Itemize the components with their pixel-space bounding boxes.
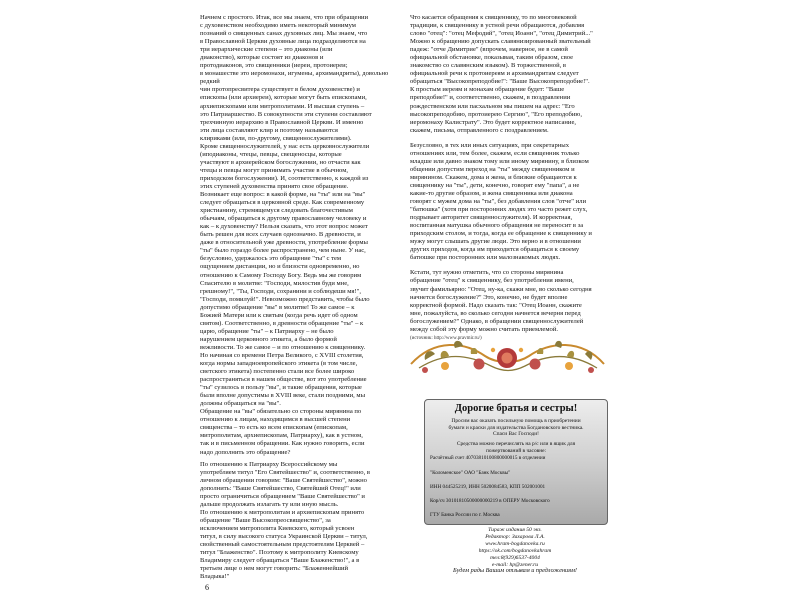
email-link[interactable]: e-mail: hp@zener.ru: [491, 561, 539, 568]
closing-text: Будем рады Вашим отзывам и предложениям!: [453, 567, 577, 575]
imprint-footer: [420, 527, 610, 575]
article-paragraph: Что касается обращения к священнику, то по многовековой традиции, к священнику в устной речи обращаются, добавляя слово "отец": "отец Мефодий", "отец Иоанн", "отец Димитрий..." Можно к обращению допускать славянизированный звательный падеж: "отче Димитрие" (впрочем, наверное, не в самой официальной обстановке, показывая, таким образом, свое знакомство со славянским языком). В торжественной, в официальной речи к протоиереям и архимандритам следует обращаться "Высокопреподобие!": "Ваше Высокопреподобие!". К простым иереям и монахам обращение будет: "Ваше преподобие!" и, соответственно, скажем, в поздравлении рождественском или пасхальном мы пишем на адрес: "Его высокопреподобию, протоиерею Сергию", "Его преподобию, иеромонаху Калистрату". Это будет корректное написание, скажем, письма, отправленного с поздравлением.: [410, 14, 593, 134]
floral-ornament-divider: [405, 330, 610, 382]
page-number: 6: [205, 583, 209, 592]
bank-office-line: ГТУ Банка России по г. Москва: [430, 512, 500, 518]
bank-account-line: Расчётный счет 40703810100800000015 в отделении: [430, 455, 546, 461]
left-text-column: [200, 14, 390, 581]
donation-intro-text: Просим вас оказать посильную помощь в приобретении бумаги и краски для издательства Богдановского вестника. Спаси Вас Господи!: [448, 418, 584, 438]
article-paragraph: Начнем с простого. Итак, все мы знаем, что при обращении с духовенством необходимо иметь некоторый минимум познаний о священных санах духовных лиц. Мы знаем, что в Православной Церкви духовные лица подразделяются на три иерархические степени – это диаконы (или диаконство), которые состоят из диаконов и протодиаконов, это священники (иереи, протоиереи; в монашестве это иеромонахи, игумены, архимандриты), довольно редкий чин протопресвитера существует в белом духовенстве) и епископы (или архиереи), которые могут быть епископами, архиепископами или митрополитами. И высшая ступень – это Патриаршество. В совокупности эти ступени составляют трехчинную иерархию в Православной Церкви. И именно эти лица составляют клир и поэтому называются клириками (или, по-другому, священнослужителями). Кроме священнослужителей, у нас есть церковнослужители (иподиаконы, чтецы, певцы, свещеносцы, которые участвуют в архиерейском богослужении, но отчасти как чтецы и певцы могут принимать участие в обычном, приходском богослужении). И, соответственно, к каждой из этих ступеней духовенства принято свое обращение. Возникает еще вопрос: в какой форме, на "ты" или на "вы" следует обращаться в церковной среде. Как современному христианину, стремящемуся следовать благочестивым обычаям, обращаться к другому православному человеку и как – к духовенству? Нельзя сказать, что этот вопрос может быть решен для всех случаев однозначно. В древности, и даже в относительной уже древности, употребление формы "ты" было гораздо более распространено, чем ныне. У нас, безусловно, удержалось это обращение "ты" с тем ощущением дистанции, но и близости одновременно, но отношению к Самому Господу Богу. Ведь мы же говорим Спасителю в молитве: "Господи, милостив буди мне, грешному!", "Ты, Господи, сохранини и соблюдеши мя!", "Господи, помилуй!". Невозможно представить, чтобы было допустимо обращение "вы" в молитве! То же самое – к Божией Матери или к святым (когда речь идет об одном святом). Соответственно, в древности обращение "ты" – к царю, обращение "ты" – к Патриарху – не было нарушением церковного этикета, а было формой вежливости. То же самое – и по отношению к священнику. Но начиная со времени Петра Великого, с XVIII столетия, когда нормы западноевропейского этикета (в том числе, светского этикета) постепенно стали все более широко распространяться в нашем обществе, вот это употребление "ты" сузилось в пользу "вы", и такие обращения, которые были вполне допустимы в XVIII веке, стали поздними, мы должны обращаться на "вы". Обращение на "вы" обязательно со стороны мирянина по отношению к лицам, находящимся в высшей степени священства – то есть ко всем епископам (епископам, митрополитам, архиепископам, Патриарху), как в устном, так и в письменном обращении. Как нужно говорить, если надо дополнить это обращение?: [200, 14, 389, 456]
bank-name-line: "Коломенское" ОАО "Банк Москвы": [430, 470, 511, 476]
editor-text: Редактор: Захарова Л.А.: [485, 533, 545, 540]
bank-corr-account-line: Кор/сч 30101810500000000219 в ОПЕРУ Московского: [430, 498, 550, 504]
article-paragraph: Безусловно, в тех или иных ситуациях, при секретарных отношениях или, тем более, скажем, если священник только младше или давно знаком тому или иному мирянину, в близком общении допустим переход на "ты" между священником и мирянином. Скажем, дома и жена, и близкие обращаются к священнику на "ты", дети, конечно, говорят ему "папа", а не какие-то другие образом, и жена священника или диакона говорят с мужем дома на "ты", без добавления слов "отче" или "батюшка" (хотя при посторонних людях это часто режет слух, подрывает авторитет священнослужителя). И корректная, воспитанная матушка обычного обращения не переносит в за приходским столом, и тогда, когда ее обращение к священнику и мужу могут слышать другие люди. Это верно и в отношении других приходов, когда им приходится обращаться к своему батюшке при посторонних или малознакомых людях.: [410, 141, 592, 262]
bank-inn-line: ИНН 044525219, ИНН 5020084583, КПП 502001001: [430, 484, 546, 490]
donation-appeal-box: [424, 399, 608, 525]
phone-text: тел:8(929)6537-4004: [490, 554, 540, 561]
source-note: (источник: http://www.pravmir.ru/): [410, 335, 482, 341]
website-link[interactable]: www.hram-bogdanovka.ru: [485, 540, 545, 547]
right-text-column: [410, 14, 600, 342]
social-link[interactable]: https://ok.com/bogdanovkahram: [478, 547, 552, 554]
article-paragraph: Кстати, тут нужно отметить, что со стороны мирянина обращение "отец" к священнику, без употребления имени, звучит фамильярно: "Отец, ну-ка, скажи мне, во сколько сегодня начнется богослужение?" Это, конечно, не будет вполне корректной формой. Надо сказать так: "Отец Иоанн, скажите мне, пожалуйста, во сколько сегодня начнется вечерня перед богослужением?" Однако, в обращении священнослужителей между собой эту форму можно считать приемлемой.: [410, 269, 592, 333]
article-paragraph: По отношению к Патриарху Всероссийскому мы употребляем титул "Его Святейшество" и, соответственно, в личном обращении говорим: "Ваше Святейшество", можно дополнить: "Ваше Святейшество, Святейший Отец!" или просто ограничиться обращением "Ваше Святейшество" и дальше продолжать излагать ту или иную мысль. По отношению к митрополитам и архиепископам принято обращение "Ваше Высокопреосвященство", за исключением митрополита Киевского, который усвоен титул, в силу высокого статуса Украинской Церкви – титул, свойственный самостоятельным предстоятелям Церквей – титул "Блаженство". Поэтому к митрополиту Киевскому Владимиру следует обращаться "Ваше Блаженство!", а в третьем лице о нем могут говорить: "Блаженнейший Владыка!": [200, 460, 370, 581]
circulation-text: Тираж издания 50 экз.: [488, 527, 542, 533]
donation-transfer-text: Средства можно перечислять на р/с или в ящик для пожертвований в часовне:: [456, 441, 576, 454]
donation-title: Дорогие братья и сестры!: [454, 403, 578, 414]
